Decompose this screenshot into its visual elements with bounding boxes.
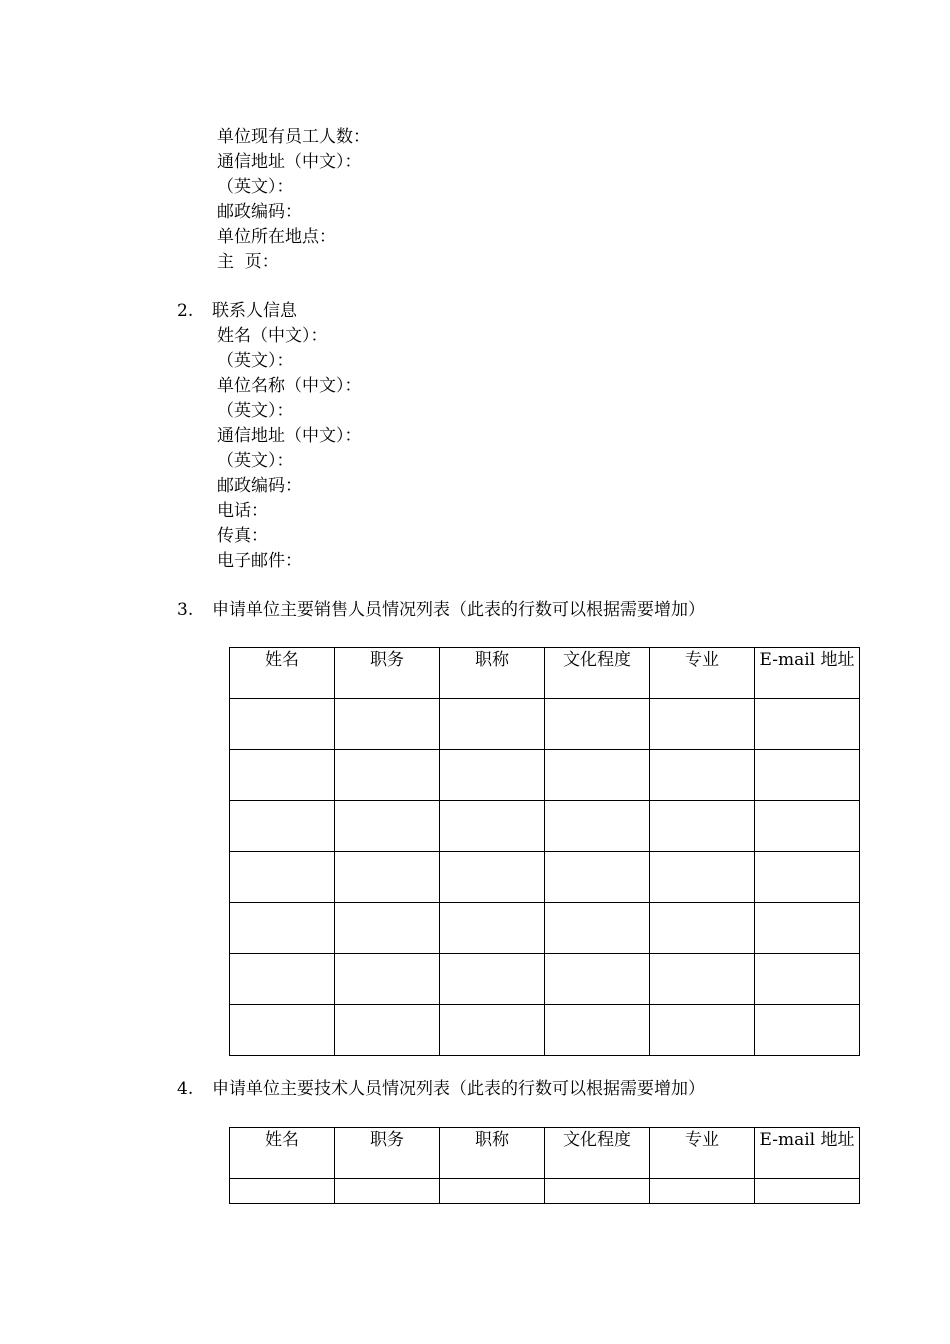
header-major: 专业 bbox=[650, 1128, 755, 1179]
table-cell-empty[interactable] bbox=[335, 1005, 440, 1056]
table-row bbox=[230, 852, 860, 903]
section-4-heading bbox=[177, 1077, 705, 1102]
header-position: 职务 bbox=[335, 1128, 440, 1179]
contact-fax: 传真： bbox=[217, 526, 268, 546]
section-2-title: 联系人信息 bbox=[212, 301, 297, 321]
table-cell-empty[interactable] bbox=[755, 699, 860, 750]
table-cell-empty[interactable] bbox=[545, 750, 650, 801]
table-header-row bbox=[230, 648, 860, 699]
section-2-heading bbox=[177, 299, 297, 324]
table-cell-empty[interactable] bbox=[545, 1005, 650, 1056]
table-cell-empty[interactable] bbox=[545, 801, 650, 852]
section-2-number: 2. bbox=[177, 301, 194, 321]
header-name: 姓名 bbox=[230, 1128, 335, 1179]
contact-phone: 电话： bbox=[217, 501, 268, 521]
contact-company-en: （英文）： bbox=[217, 401, 294, 421]
contact-address-en: （英文）： bbox=[217, 451, 294, 471]
table-cell-empty[interactable] bbox=[650, 1179, 755, 1204]
section-3-title: 申请单位主要销售人员情况列表（此表的行数可以根据需要增加） bbox=[212, 600, 705, 620]
table-cell-empty[interactable] bbox=[650, 801, 755, 852]
table-cell-empty[interactable] bbox=[335, 1179, 440, 1204]
table-cell-empty[interactable] bbox=[335, 903, 440, 954]
table-cell-empty[interactable] bbox=[755, 852, 860, 903]
contact-name-cn: 姓名（中文）： bbox=[217, 326, 328, 346]
table-cell-empty[interactable] bbox=[650, 954, 755, 1005]
field-location: 单位所在地点： bbox=[217, 227, 336, 247]
table-cell-empty[interactable] bbox=[230, 903, 335, 954]
table-cell-empty[interactable] bbox=[230, 699, 335, 750]
table-cell-empty[interactable] bbox=[545, 903, 650, 954]
table-cell-empty[interactable] bbox=[440, 954, 545, 1005]
header-education: 文化程度 bbox=[545, 1128, 650, 1179]
header-email: E-mail 地址 bbox=[755, 1128, 860, 1179]
table-row bbox=[230, 1005, 860, 1056]
table-cell-empty[interactable] bbox=[230, 750, 335, 801]
table-cell-empty[interactable] bbox=[230, 852, 335, 903]
table-cell-empty[interactable] bbox=[440, 699, 545, 750]
table-cell-empty[interactable] bbox=[335, 699, 440, 750]
table-cell-empty[interactable] bbox=[440, 750, 545, 801]
field-address-en: （英文）： bbox=[217, 177, 294, 197]
table-cell-empty[interactable] bbox=[755, 801, 860, 852]
table-cell-empty[interactable] bbox=[440, 903, 545, 954]
header-major: 专业 bbox=[650, 648, 755, 699]
table-cell-empty[interactable] bbox=[335, 852, 440, 903]
table-cell-empty[interactable] bbox=[755, 903, 860, 954]
table-cell-empty[interactable] bbox=[440, 801, 545, 852]
header-position: 职务 bbox=[335, 648, 440, 699]
contact-postal-code: 邮政编码： bbox=[217, 476, 302, 496]
header-title: 职称 bbox=[440, 1128, 545, 1179]
header-education: 文化程度 bbox=[545, 648, 650, 699]
table-row bbox=[230, 954, 860, 1005]
table-cell-empty[interactable] bbox=[230, 801, 335, 852]
header-title: 职称 bbox=[440, 648, 545, 699]
table-row bbox=[230, 1179, 860, 1204]
section-4-title: 申请单位主要技术人员情况列表（此表的行数可以根据需要增加） bbox=[212, 1079, 705, 1099]
table-cell-empty[interactable] bbox=[230, 1005, 335, 1056]
field-postal-code: 邮政编码： bbox=[217, 202, 302, 222]
table-row bbox=[230, 699, 860, 750]
contact-name-en: （英文）： bbox=[217, 351, 294, 371]
table-cell-empty[interactable] bbox=[335, 750, 440, 801]
sales-staff-table bbox=[229, 647, 860, 1056]
header-email: E-mail 地址 bbox=[755, 648, 860, 699]
table-cell-empty[interactable] bbox=[755, 954, 860, 1005]
contact-address-cn: 通信地址（中文）： bbox=[217, 426, 362, 446]
table-cell-empty[interactable] bbox=[230, 954, 335, 1005]
table-cell-empty[interactable] bbox=[440, 1179, 545, 1204]
table-header-row bbox=[230, 1128, 860, 1179]
table-cell-empty[interactable] bbox=[545, 852, 650, 903]
table-cell-empty[interactable] bbox=[755, 1005, 860, 1056]
field-homepage: 主 页： bbox=[217, 252, 279, 272]
table-cell-empty[interactable] bbox=[440, 852, 545, 903]
tech-staff-table bbox=[229, 1127, 860, 1204]
contact-email: 电子邮件： bbox=[217, 551, 302, 571]
header-name: 姓名 bbox=[230, 648, 335, 699]
table-cell-empty[interactable] bbox=[650, 852, 755, 903]
table-cell-empty[interactable] bbox=[650, 699, 755, 750]
table-cell-empty[interactable] bbox=[755, 1179, 860, 1204]
contact-company-cn: 单位名称（中文）： bbox=[217, 376, 362, 396]
table-row bbox=[230, 750, 860, 801]
field-employee-count: 单位现有员工人数： bbox=[217, 127, 370, 147]
table-cell-empty[interactable] bbox=[545, 699, 650, 750]
table-cell-empty[interactable] bbox=[650, 1005, 755, 1056]
table-cell-empty[interactable] bbox=[230, 1179, 335, 1204]
table-cell-empty[interactable] bbox=[335, 954, 440, 1005]
table-cell-empty[interactable] bbox=[545, 954, 650, 1005]
table-cell-empty[interactable] bbox=[440, 1005, 545, 1056]
section-3-number: 3. bbox=[177, 600, 194, 620]
table-cell-empty[interactable] bbox=[755, 750, 860, 801]
section-3-heading bbox=[177, 598, 705, 623]
section-4-number: 4. bbox=[177, 1079, 194, 1099]
field-address-cn: 通信地址（中文）： bbox=[217, 152, 362, 172]
table-cell-empty[interactable] bbox=[335, 801, 440, 852]
table-cell-empty[interactable] bbox=[650, 750, 755, 801]
table-row bbox=[230, 903, 860, 954]
table-cell-empty[interactable] bbox=[650, 903, 755, 954]
table-cell-empty[interactable] bbox=[545, 1179, 650, 1204]
table-row bbox=[230, 801, 860, 852]
